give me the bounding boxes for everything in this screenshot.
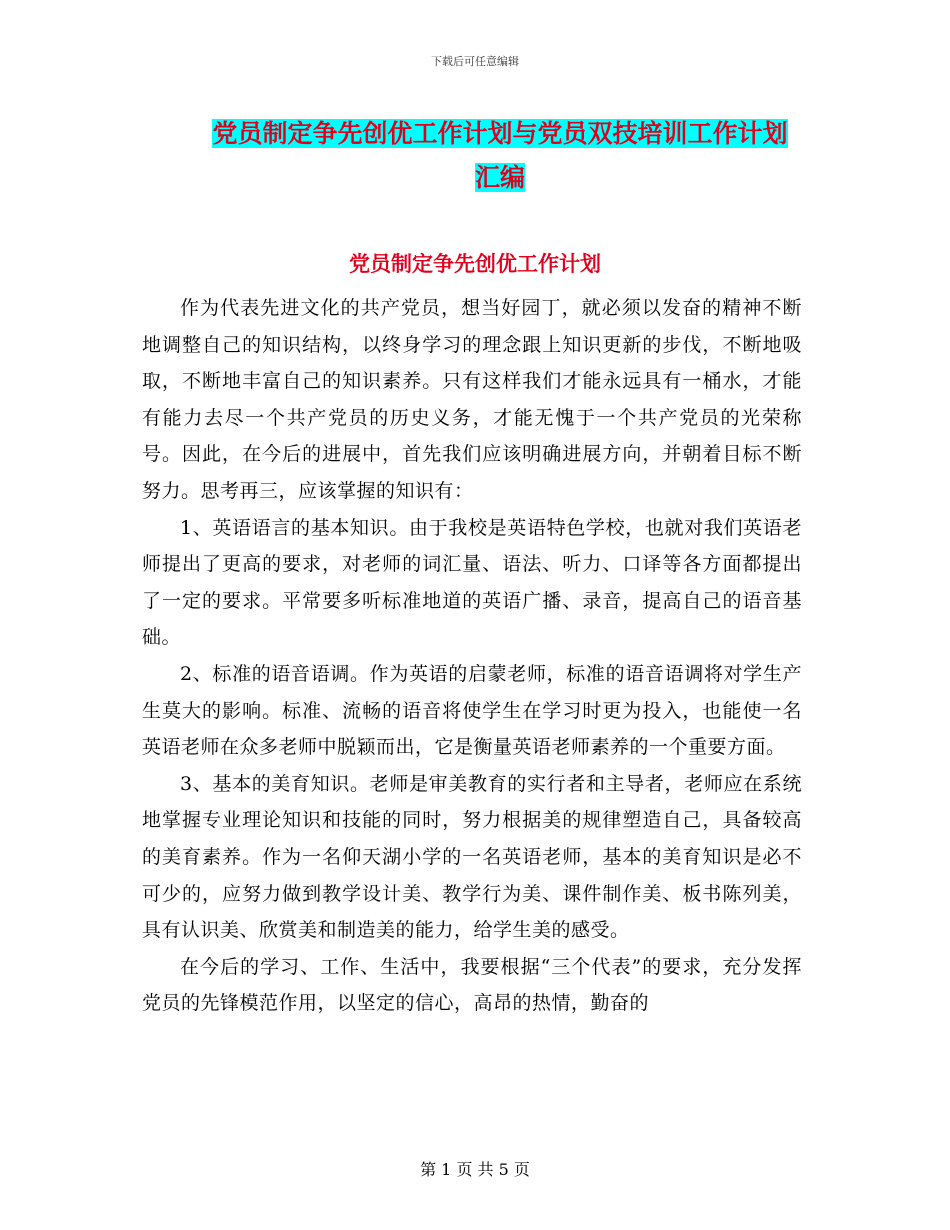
paragraph: 作为代表先进文化的共产党员，想当好园丁，就必须以发奋的精神不断地调整自己的知识结构，以终身学习的理念跟上知识更新的步伐，不断地吸取，不断地丰富自己的知识素养。只有这样我们才能永远具有一桶水，才能有能力去尽一个共产党员的历史义务，才能无愧于一个共产党员的光荣称号。因此，在今后的进展中，首先我们应该明确进展方向，并朝着目标不断努力。思考再三，应该掌握的知识有： [142,297,802,502]
section-title: 党员制定争先创优工作计划 [349,252,601,276]
header-note: 下载后可任意编辑 [431,55,519,68]
paragraph: 1、英语语言的基本知识。由于我校是英语特色学校，也就对我们英语老师提出了更高的要求，对老师的词汇量、语法、听力、口译等各方面都提出了一定的要求。平常要多听标准地道的英语广播、录音，提高自己的语音基础。 [142,516,802,649]
document-title-line1: 党员制定争先创优工作计划与党员双技培训工作计划 [212,119,788,148]
document-title [190,112,810,200]
document-title-line2: 汇编 [474,163,525,192]
page-number-footer: 第 1 页 共 5 页 [420,1160,530,1179]
body-text [142,290,802,1022]
paragraph: 2、标准的语音语调。作为英语的启蒙老师，标准的语音语调将对学生产生莫大的影响。标准、流畅的语音将使学生在学习时更为投入，也能使一名英语老师在众多老师中脱颖而出，它是衡量英语老师素养的一个重要方面。 [142,662,802,759]
paragraph: 在今后的学习、工作、生活中，我要根据“三个代表”的要求，充分发挥党员的先锋模范作用，以坚定的信心，高昂的热情，勤奋的 [142,955,802,1015]
paragraph: 3、基本的美育知识。老师是审美教育的实行者和主导者，老师应在系统地掌握专业理论知识和技能的同时，努力根据美的规律塑造自己，具备较高的美育素养。作为一名仰天湖小学的一名英语老师，基本的美育知识是必不可少的，应努力做到教学设计美、教学行为美、课件制作美、板书陈列美，具有认识美、欣赏美和制造美的能力，给学生美的感受。 [142,772,802,942]
